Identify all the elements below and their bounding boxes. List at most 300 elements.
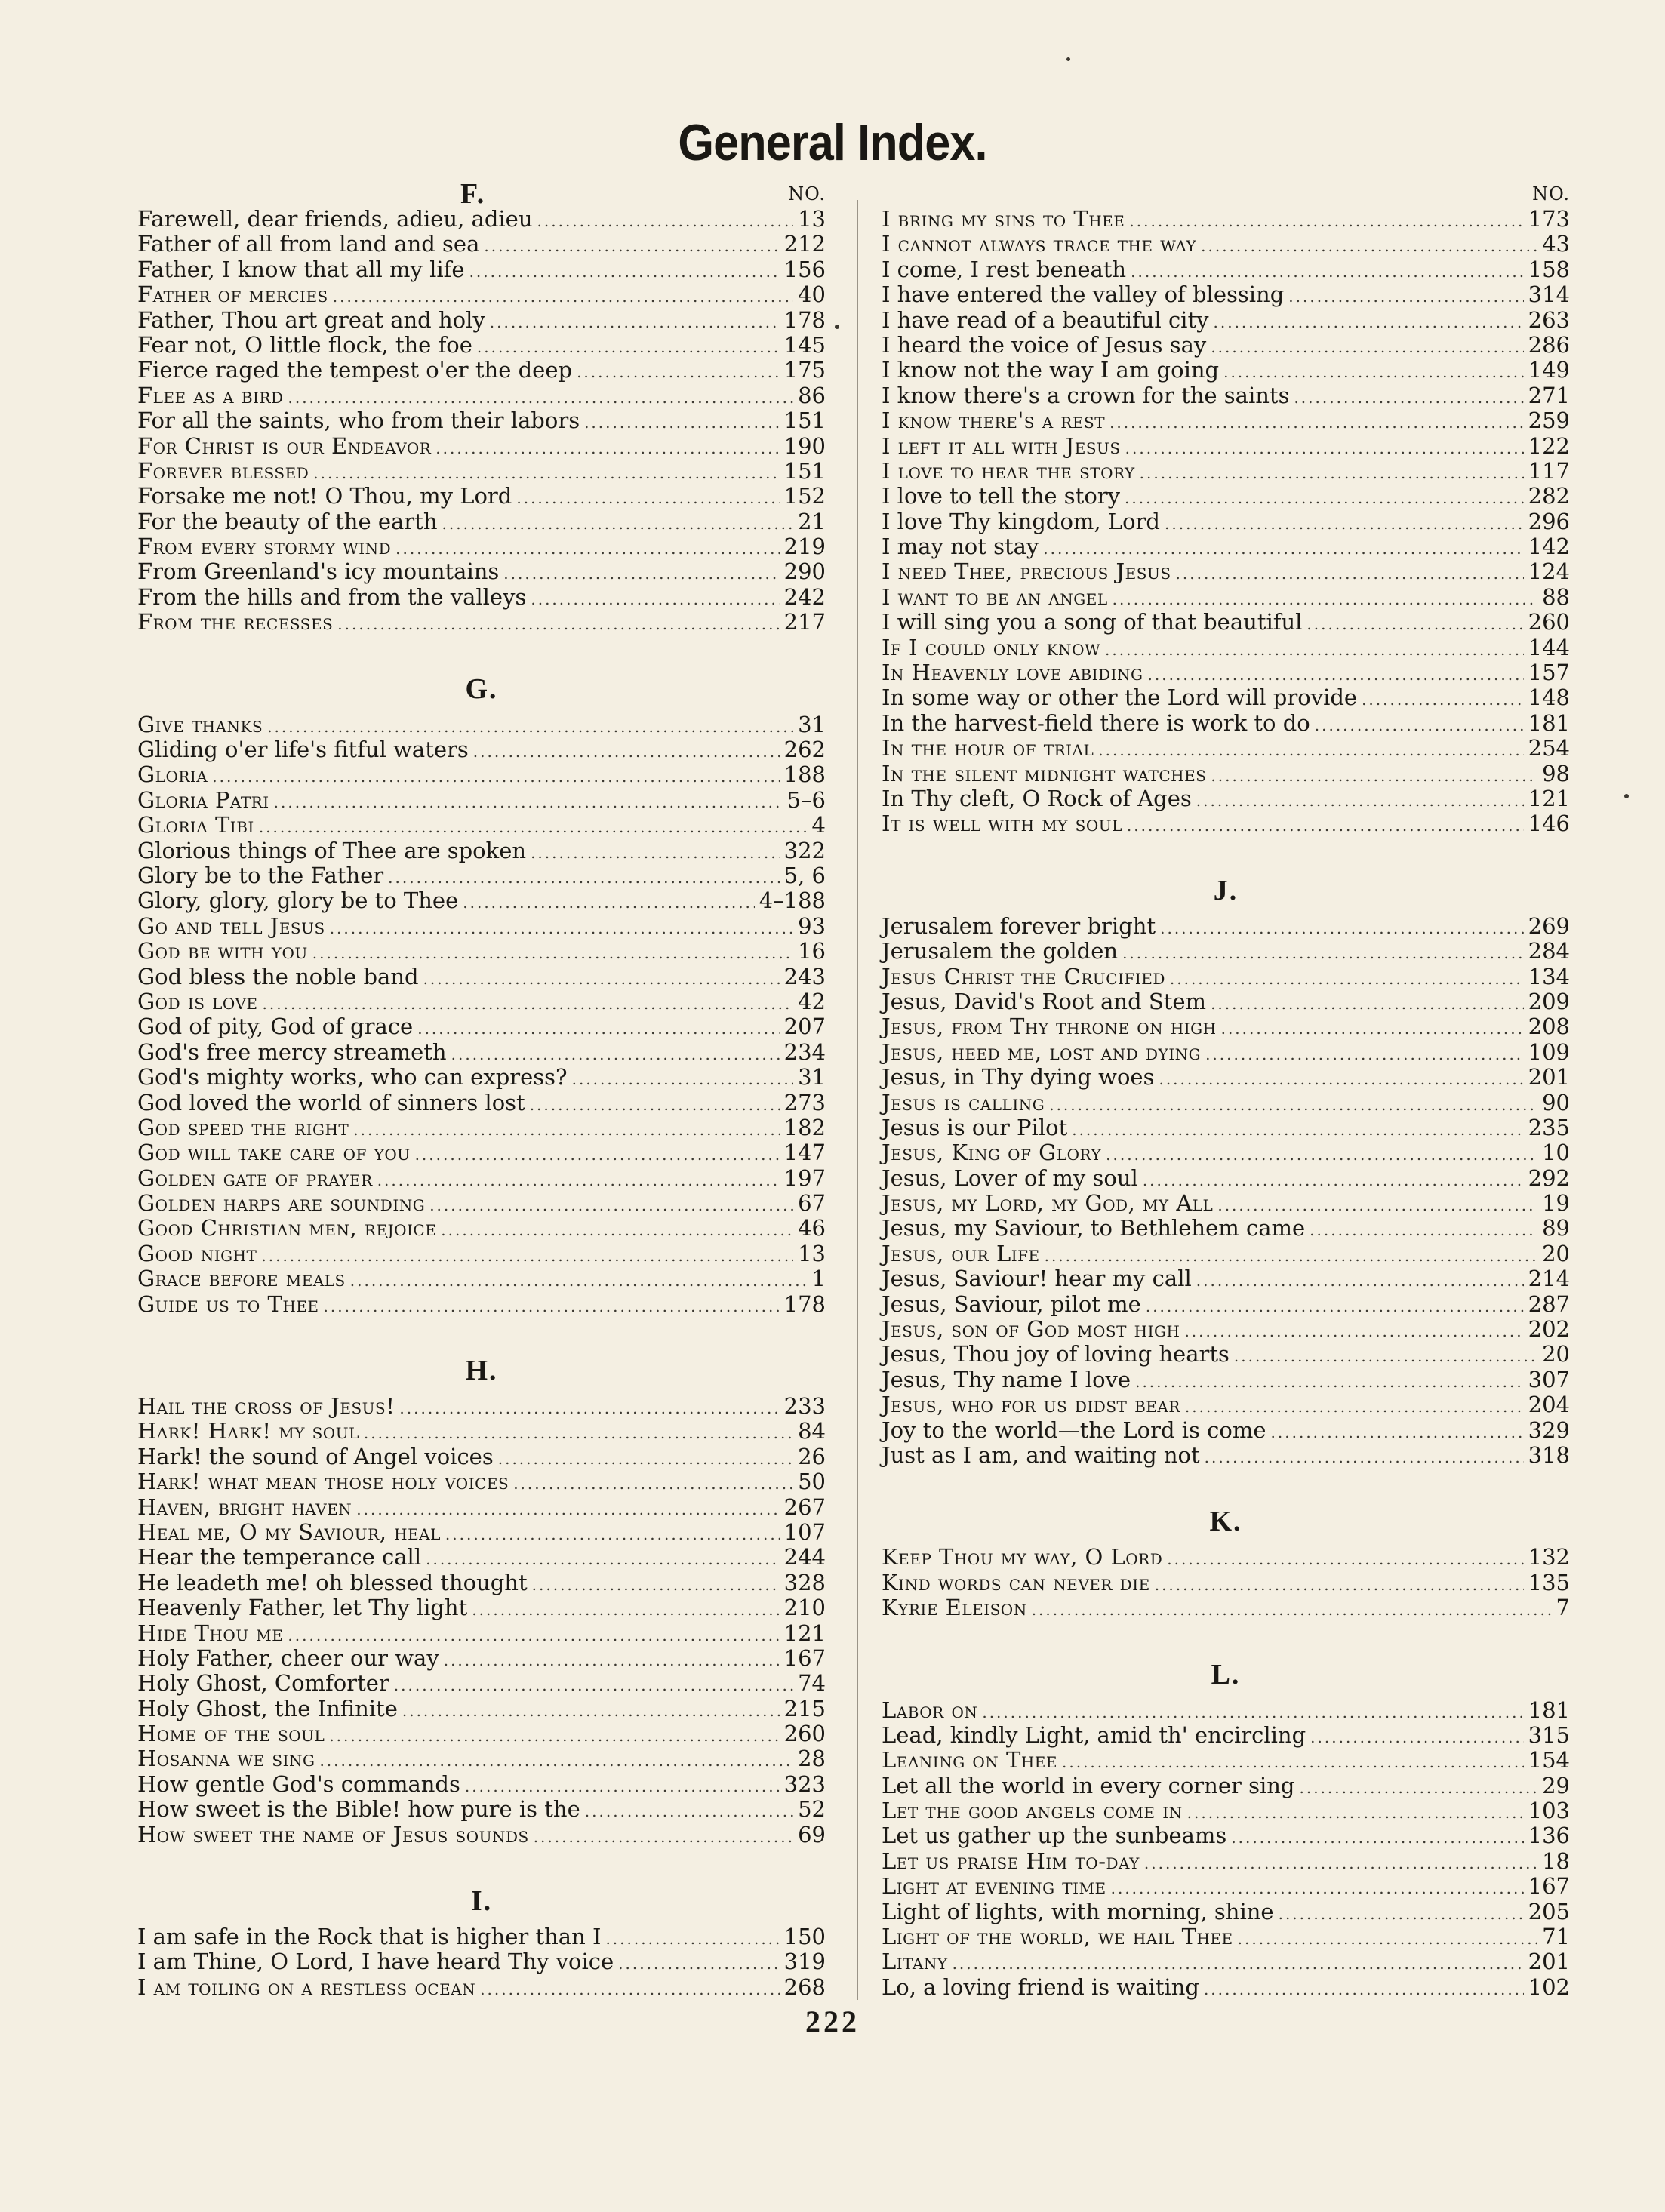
entry-title: How sweet is the Bible! how pure is the — [137, 1796, 580, 1823]
dot-leader — [259, 815, 808, 840]
entry-number: 292 — [1528, 1164, 1570, 1191]
index-entry — [882, 1924, 1570, 1949]
entry-title: Gloria Tibi — [137, 812, 254, 838]
entry-title: Jesus is our Pilot — [882, 1114, 1068, 1140]
dot-leader — [477, 335, 780, 360]
dot-leader — [463, 891, 754, 915]
entry-title: In Heavenly love abiding — [882, 660, 1143, 686]
entry-number: 43 — [1542, 231, 1570, 257]
index-entry — [882, 207, 1570, 232]
entry-number: 202 — [1528, 1316, 1570, 1343]
dot-leader — [532, 1573, 780, 1598]
section-gap — [882, 1468, 1570, 1498]
entry-number: 154 — [1528, 1747, 1570, 1774]
dot-leader — [212, 765, 779, 789]
dot-leader — [469, 260, 780, 285]
entry-number: 182 — [783, 1114, 826, 1140]
dot-leader — [329, 1724, 779, 1749]
dot-leader — [1300, 1776, 1538, 1801]
dot-leader — [1204, 1977, 1524, 2002]
index-entry — [137, 408, 826, 433]
dot-leader — [1109, 411, 1524, 435]
entry-title: Flee as a bird — [137, 382, 284, 408]
dot-leader — [1113, 587, 1537, 612]
index-entry — [137, 459, 826, 484]
index-entry — [137, 914, 826, 939]
dot-leader — [263, 992, 794, 1017]
entry-title: From Greenland's icy mountains — [137, 558, 500, 585]
dot-leader — [605, 1927, 779, 1952]
entry-title: For all the saints, who from their labors — [137, 408, 580, 434]
entry-number: 263 — [1528, 306, 1570, 333]
dot-leader — [1146, 1294, 1524, 1319]
dot-leader — [1288, 285, 1523, 309]
entry-number: 254 — [1528, 735, 1570, 761]
dot-leader — [1315, 713, 1524, 738]
section-gap — [137, 1847, 826, 1878]
entry-number: 26 — [798, 1443, 826, 1469]
index-entry — [882, 534, 1570, 559]
entry-title: I love to hear the story — [882, 457, 1135, 484]
entry-title: Jerusalem the golden — [882, 938, 1119, 964]
index-entry — [137, 1595, 826, 1620]
index-entry — [882, 1392, 1570, 1417]
index-entry — [137, 762, 826, 787]
index-entry — [882, 786, 1570, 811]
index-entry — [137, 1444, 826, 1469]
entry-title: For Christ is our Endeavor — [137, 432, 432, 459]
index-entry — [137, 484, 826, 509]
entry-title: Jesus, King of Glory — [882, 1140, 1102, 1166]
dot-leader — [585, 1799, 793, 1824]
section-letter: G. — [465, 672, 498, 705]
left-column — [137, 178, 826, 2000]
dot-leader — [1122, 941, 1524, 966]
index-entry — [882, 660, 1570, 685]
entry-number: 260 — [1528, 609, 1570, 635]
index-entry — [882, 989, 1570, 1014]
index-entry — [137, 1571, 826, 1595]
index-entry — [137, 1469, 826, 1494]
index-entry — [882, 635, 1570, 660]
entry-number: 31 — [798, 711, 826, 737]
index-entry — [137, 788, 826, 813]
dot-leader — [472, 1598, 779, 1623]
entry-title: Golden harps are sounding — [137, 1190, 426, 1217]
entry-title: Light at evening time — [882, 1873, 1106, 1900]
dot-leader — [1196, 789, 1524, 814]
index-entry — [882, 1140, 1570, 1165]
entry-title: Hide Thou me — [137, 1620, 284, 1646]
entry-title: Jesus is calling — [882, 1089, 1045, 1115]
entry-number: 145 — [783, 331, 826, 358]
entry-number: 178 — [783, 1291, 826, 1317]
entry-title: Father, I know that all my life — [137, 256, 465, 282]
entry-title: Forever blessed — [137, 457, 309, 484]
dot-leader — [1049, 1093, 1537, 1118]
entry-title: In some way or other the Lord will provide — [882, 685, 1358, 711]
entry-number: 69 — [798, 1821, 826, 1847]
entry-title: God's free mercy streameth — [137, 1038, 447, 1065]
entry-title: Gliding o'er life's fitful waters — [137, 737, 469, 763]
entry-title: Hear the temperance call — [137, 1544, 422, 1571]
entry-number: 136 — [1528, 1823, 1570, 1849]
entry-number: 178 — [783, 306, 826, 333]
entry-title: Jesus, son of God most high — [882, 1316, 1180, 1343]
index-entry — [137, 1746, 826, 1771]
dot-leader — [953, 1952, 1524, 1977]
index-entry — [882, 1266, 1570, 1291]
index-entry — [137, 509, 826, 534]
entry-number: 52 — [798, 1796, 826, 1823]
section-letter: L. — [1211, 1658, 1241, 1691]
index-entry — [882, 1040, 1570, 1065]
dot-leader — [364, 1421, 793, 1446]
dot-leader — [572, 1067, 794, 1092]
dot-leader — [1205, 1445, 1524, 1470]
index-entry — [137, 1924, 826, 1949]
entry-title: He leadeth me! oh blessed thought — [137, 1569, 528, 1595]
entry-title: Home of the soul — [137, 1721, 325, 1747]
index-entry — [137, 610, 826, 635]
dot-leader — [1125, 436, 1524, 461]
section-letter: H. — [465, 1355, 498, 1387]
dot-leader — [1238, 1927, 1537, 1952]
entry-title: Jesus, Thou joy of loving hearts — [882, 1341, 1230, 1368]
entry-number: 269 — [1528, 912, 1570, 939]
entry-title: I love to tell the story — [882, 483, 1121, 509]
entry-number: 102 — [1528, 1974, 1570, 2000]
entry-number: 319 — [783, 1949, 826, 1975]
dot-leader — [415, 1143, 780, 1168]
index-entry — [137, 1266, 826, 1291]
entry-number: 284 — [1528, 938, 1570, 964]
print-speck — [835, 325, 839, 329]
dot-leader — [1185, 1395, 1524, 1420]
entry-number: 109 — [1528, 1038, 1570, 1065]
index-entry — [882, 308, 1570, 333]
index-entry — [137, 1292, 826, 1317]
entry-title: Give thanks — [137, 711, 263, 737]
dot-leader — [319, 1749, 793, 1774]
dot-leader — [353, 1118, 779, 1143]
entry-title: Lo, a loving friend is waiting — [882, 1974, 1199, 2000]
index-entry — [137, 1697, 826, 1721]
entry-title: God is love — [137, 988, 258, 1014]
dot-leader — [1196, 1269, 1524, 1294]
index-entry — [137, 257, 826, 282]
entry-number: 290 — [783, 558, 826, 585]
index-entry — [882, 1091, 1570, 1115]
index-entry — [882, 711, 1570, 736]
index-entry — [882, 610, 1570, 635]
index-entry — [882, 1774, 1570, 1798]
dot-leader — [584, 411, 780, 435]
entry-title: Forsake me not! O Thou, my Lord — [137, 483, 512, 509]
right-sections — [882, 207, 1570, 2000]
dot-leader — [441, 1218, 793, 1243]
dot-leader — [1105, 638, 1524, 663]
index-entry — [137, 1040, 826, 1065]
entry-number: 282 — [1528, 483, 1570, 509]
entry-number: 188 — [783, 761, 826, 788]
entry-number: 147 — [783, 1140, 826, 1166]
entry-number: 190 — [783, 432, 826, 459]
entry-title: Labor on — [882, 1697, 978, 1723]
index-entry — [882, 939, 1570, 964]
entry-number: 146 — [1528, 811, 1570, 837]
entry-number: 175 — [783, 357, 826, 383]
dot-leader — [1184, 1319, 1523, 1344]
index-entry — [882, 1698, 1570, 1723]
dot-leader — [356, 1497, 779, 1522]
index-entry — [882, 1874, 1570, 1899]
entry-number: 167 — [783, 1644, 826, 1671]
entry-title: I left it all with Jesus — [882, 432, 1121, 459]
entry-number: 242 — [783, 583, 826, 610]
index-entry — [137, 383, 826, 408]
dot-leader — [577, 360, 780, 385]
dot-leader — [484, 234, 779, 259]
dot-leader — [1176, 561, 1524, 586]
entry-number: 214 — [1528, 1266, 1570, 1292]
dot-leader — [324, 1294, 780, 1319]
entry-title: Father of all from land and sea — [137, 231, 480, 257]
dot-leader — [1165, 512, 1524, 537]
index-entry — [137, 1140, 826, 1165]
index-entry — [137, 1241, 826, 1266]
index-entry — [882, 1748, 1570, 1773]
entry-title: Good Christian men, rejoice — [137, 1215, 437, 1241]
entry-title: Jesus, my Saviour, to Bethlehem came — [882, 1215, 1306, 1241]
index-entry — [137, 1975, 826, 2000]
dot-leader — [1187, 1801, 1524, 1826]
entry-number: 207 — [783, 1014, 826, 1040]
dot-leader — [288, 386, 794, 411]
entry-title: Jesus, who for us didst bear — [882, 1392, 1180, 1418]
entry-number: 88 — [1542, 583, 1570, 610]
index-entry — [882, 1216, 1570, 1241]
section-letter: I. — [470, 1885, 493, 1918]
index-entry — [882, 1900, 1570, 1924]
entry-number: 121 — [783, 1620, 826, 1646]
entry-number: 117 — [1528, 457, 1570, 484]
entry-number: 20 — [1542, 1240, 1570, 1266]
entry-number: 98 — [1542, 760, 1570, 786]
entry-number: 156 — [783, 256, 826, 282]
index-entry — [137, 1191, 826, 1216]
left-sections — [137, 178, 826, 2000]
entry-number: 142 — [1528, 534, 1570, 560]
entry-title: Lead, kindly Light, amid th' encircling — [882, 1721, 1306, 1748]
dot-leader — [513, 1472, 793, 1497]
entry-number: 157 — [1528, 660, 1570, 686]
entry-title: Let us praise Him to-day — [882, 1847, 1140, 1874]
entry-title: Go and tell Jesus — [137, 912, 325, 939]
dot-leader — [1072, 1118, 1523, 1143]
entry-number: 5, 6 — [783, 862, 826, 888]
section-letter: F. — [460, 178, 486, 210]
entry-title: Hark! Hark! my soul — [137, 1418, 359, 1444]
entry-number: 205 — [1528, 1898, 1570, 1924]
index-entry — [137, 838, 826, 863]
dot-leader — [429, 1193, 793, 1218]
entry-title: Jesus, our Life — [882, 1240, 1040, 1266]
entry-title: Jesus Christ the Crucified — [882, 963, 1165, 989]
dot-leader — [982, 1700, 1523, 1725]
entry-title: Glorious things of Thee are spoken — [137, 837, 527, 863]
no-column-header: NO. — [1532, 183, 1570, 205]
index-entry — [882, 1798, 1570, 1823]
section-gap — [882, 1621, 1570, 1651]
index-entry — [882, 509, 1570, 534]
dot-leader — [417, 1017, 779, 1041]
entry-number: 268 — [783, 1974, 826, 2000]
dot-leader — [1045, 1244, 1538, 1269]
dot-leader — [395, 537, 779, 561]
entry-number: 4–188 — [759, 888, 826, 914]
entry-title: Hosanna we sing — [137, 1746, 315, 1772]
dot-leader — [473, 740, 780, 765]
entry-title: Kind words can never die — [882, 1569, 1150, 1595]
entry-number: 151 — [783, 408, 826, 434]
dot-leader — [490, 310, 780, 335]
index-entry — [137, 1166, 826, 1191]
index-entry — [137, 1394, 826, 1419]
index-entry — [882, 1292, 1570, 1317]
entry-title: Litany — [882, 1949, 948, 1975]
entry-number: 90 — [1542, 1089, 1570, 1115]
entry-title: If I could only know — [882, 634, 1101, 660]
entry-title: Golden gate of prayer — [137, 1164, 373, 1191]
entry-title: Let us gather up the sunbeams — [882, 1823, 1227, 1849]
entry-title: Good night — [137, 1240, 257, 1266]
entry-title: Jesus, Thy name I love — [882, 1366, 1131, 1392]
entry-number: 122 — [1528, 432, 1570, 459]
index-entry — [882, 1065, 1570, 1090]
entry-title: Hail the cross of Jesus! — [137, 1393, 395, 1420]
entry-title: Gloria — [137, 761, 208, 788]
dot-leader — [350, 1269, 808, 1294]
index-entry — [882, 736, 1570, 761]
entry-title: In the harvest-field there is work to do — [882, 709, 1310, 736]
dot-leader — [1160, 916, 1524, 941]
entry-number: 307 — [1528, 1366, 1570, 1392]
index-entry — [137, 559, 826, 584]
entry-title: Jesus, heed me, lost and dying — [882, 1038, 1202, 1065]
entry-title: Jesus, in Thy dying woes — [882, 1064, 1155, 1091]
print-speck — [1066, 57, 1070, 61]
index-entry — [882, 1342, 1570, 1367]
dot-leader — [1135, 1370, 1524, 1395]
entry-number: 21 — [798, 508, 826, 534]
entry-number: 4 — [811, 812, 826, 838]
entry-number: 208 — [1528, 1014, 1570, 1040]
index-entry — [137, 1115, 826, 1140]
entry-title: Joy to the world—the Lord is come — [882, 1417, 1266, 1443]
entry-number: 150 — [783, 1924, 826, 1950]
entry-number: 151 — [783, 457, 826, 484]
dot-leader — [1205, 1042, 1524, 1067]
dot-leader — [1223, 360, 1524, 385]
index-entry — [137, 863, 826, 888]
dot-leader — [618, 1952, 779, 1977]
dot-leader — [274, 790, 783, 815]
entry-title: Fierce raged the tempest o'er the deep — [137, 357, 573, 383]
dot-leader — [1170, 967, 1524, 992]
column-divider — [857, 200, 858, 2000]
dot-leader — [1310, 1725, 1523, 1750]
dot-leader — [451, 1042, 780, 1067]
entry-title: How gentle God's commands — [137, 1771, 460, 1797]
entry-number: 152 — [783, 483, 826, 509]
index-entry — [137, 358, 826, 383]
entry-title: Kyrie Eleison — [882, 1595, 1027, 1621]
entry-number: 74 — [798, 1670, 826, 1697]
entry-title: I have read of a beautiful city — [882, 306, 1209, 333]
dot-leader — [1310, 1218, 1537, 1243]
entry-title: Jesus, Lover of my soul — [882, 1164, 1138, 1191]
index-entry — [882, 1595, 1570, 1620]
dot-leader — [377, 1168, 780, 1193]
dot-leader — [1131, 260, 1524, 285]
dot-leader — [444, 1648, 780, 1673]
dot-leader — [435, 436, 779, 461]
entry-title: Light of lights, with morning, shine — [882, 1898, 1274, 1924]
entry-number: 19 — [1542, 1190, 1570, 1217]
dot-leader — [1098, 738, 1523, 763]
index-entry — [882, 1014, 1570, 1039]
index-entry — [137, 207, 826, 232]
index-entry — [882, 1166, 1570, 1191]
entry-number: 215 — [783, 1695, 826, 1721]
index-entry — [882, 1571, 1570, 1595]
index-entry — [882, 257, 1570, 282]
entry-title: How sweet the name of Jesus sounds — [137, 1821, 529, 1847]
entry-number: 7 — [1556, 1595, 1570, 1621]
entry-number: 71 — [1542, 1924, 1570, 1950]
entry-title: I know there's a rest — [882, 408, 1106, 434]
dot-leader — [1211, 335, 1523, 360]
dot-leader — [503, 561, 779, 586]
index-entry — [882, 964, 1570, 989]
entry-number: 267 — [783, 1494, 826, 1520]
entry-title: Father of mercies — [137, 281, 328, 308]
entry-number: 132 — [1528, 1544, 1570, 1571]
dot-leader — [530, 1093, 780, 1118]
index-entry — [137, 1520, 826, 1545]
entry-title: I need Thee, precious Jesus — [882, 558, 1171, 585]
index-entry — [137, 1216, 826, 1241]
dot-leader — [333, 285, 793, 309]
entry-number: 107 — [783, 1518, 826, 1545]
index-entry — [882, 1545, 1570, 1570]
entry-title: I want to be an angel — [882, 583, 1108, 610]
entry-title: I know there's a crown for the saints — [882, 382, 1290, 408]
entry-number: 124 — [1528, 558, 1570, 585]
entry-title: I cannot always trace the way — [882, 231, 1197, 257]
index-entry — [137, 1014, 826, 1039]
index-entry — [137, 1419, 826, 1444]
index-entry — [882, 232, 1570, 257]
dot-leader — [267, 715, 793, 740]
entry-title: In Thy cleft, O Rock of Ages — [882, 785, 1192, 811]
index-entry — [137, 813, 826, 838]
entry-number: 144 — [1528, 634, 1570, 660]
entry-title: God speed the right — [137, 1114, 349, 1140]
entry-title: I love Thy kingdom, Lord — [882, 508, 1160, 534]
index-entry — [882, 1368, 1570, 1392]
